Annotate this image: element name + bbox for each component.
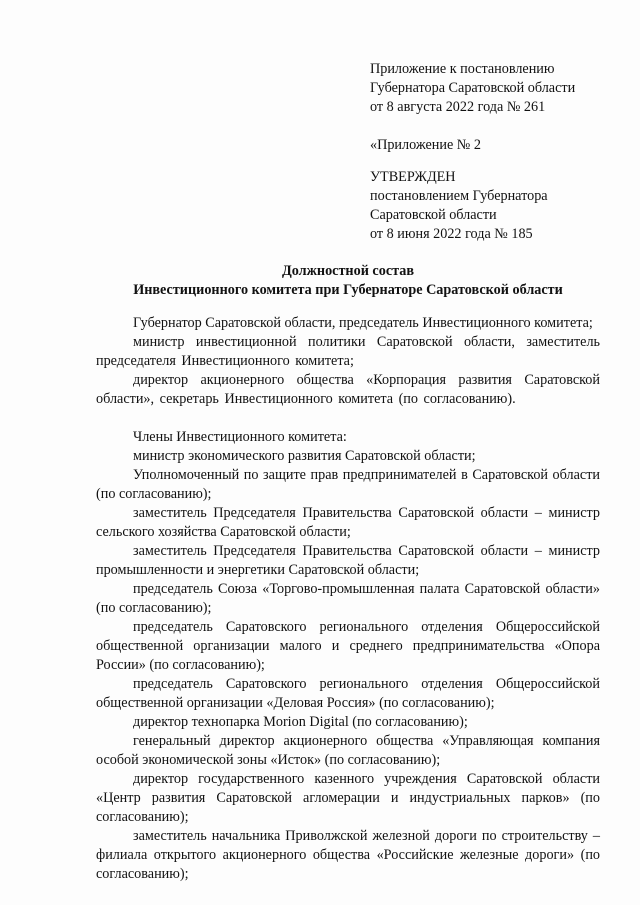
leadership-item: министр инвестиционной политики Саратовской области, заместитель председателя Инвестиционного комитета; [96,334,600,369]
member-item: заместитель начальника Приволжской железной дороги по строительству – филиала открытого акционерного общества «Российские железные дороги» (по согласованию); [96,828,600,882]
appendix-reference-authority: Губернатора Саратовской области [370,80,576,96]
leadership-item: Губернатор Саратовской области, председатель Инвестиционного комитета; [133,315,593,331]
title-line-2: Инвестиционного комитета при Губернаторе Саратовской области [133,282,563,298]
member-item: генеральный директор акционерного общества «Управляющая компания особой экономической зоны «Исток» (по согласованию); [96,733,600,768]
document-body [96,314,600,884]
member-item: директор государственного казенного учреждения Саратовской области «Центр развития Саратовской агломерации и индустриальных парков» (по согласованию); [96,771,600,825]
appendix-reference-date: от 8 августа 2022 года № 261 [370,99,546,115]
member-item: заместитель Председателя Правительства Саратовской области – министр сельского хозяйства Саратовской области; [96,505,600,540]
approved-by: постановлением Губернатора [370,188,548,204]
member-item: председатель Саратовского регионального отделения Общероссийской общественной организации малого и среднего предпринимательства «Опора России» (по согласованию); [96,619,600,673]
appendix-number: «Приложение № 2 [370,137,481,153]
leadership-item: директор акционерного общества «Корпорация развития Саратовской области», секретарь Инвестиционного комитета (по согласованию). [96,372,600,407]
member-item: председатель Саратовского регионального отделения Общероссийской общественной организации «Деловая Россия» (по согласованию); [96,676,600,711]
document-title [96,262,600,300]
member-item: Уполномоченный по защите прав предпринимателей в Саратовской области (по согласованию); [96,467,600,502]
approved-label: УТВЕРЖДЕН [370,169,456,185]
title-line-1: Должностной состав [281,263,415,279]
member-item: директор технопарка Morion Digital (по согласованию); [133,714,468,730]
members-heading: Члены Инвестиционного комитета: [133,429,347,445]
member-item: председатель Союза «Торгово-промышленная палата Саратовской области» (по согласованию); [96,581,600,616]
approved-date: от 8 июня 2022 года № 185 [370,226,533,242]
member-item: министр экономического развития Саратовской области; [133,448,476,464]
appendix-reference: Приложение к постановлению [370,61,555,77]
member-item: заместитель Председателя Правительства Саратовской области – министр промышленности и энергетики Саратовской области; [96,543,600,578]
approval-block [370,60,630,244]
approved-by-region: Саратовской области [370,207,497,223]
